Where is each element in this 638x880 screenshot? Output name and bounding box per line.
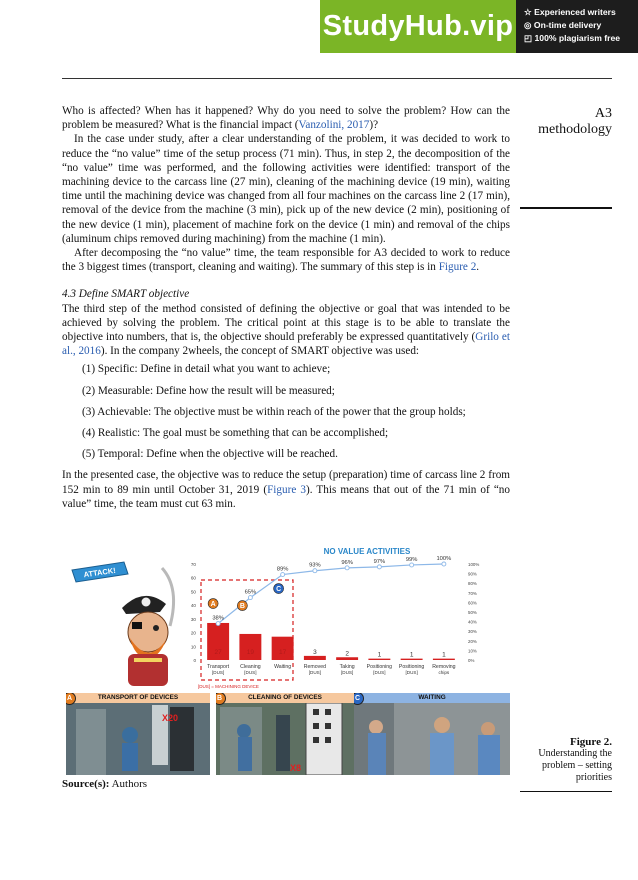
y-axis xyxy=(191,562,197,663)
y2-tick-label: 90% xyxy=(468,571,477,577)
x-tick-label: chips xyxy=(438,670,450,675)
paragraph: After decomposing the “no value” time, the team responsible for A3 decided to work to reduce the 3 biggest times (transport, cleaning and waiting). The summary of this step is in Figure 2. xyxy=(62,247,510,274)
y2-tick-label: 70% xyxy=(468,590,477,596)
y-tick-label: 40 xyxy=(190,603,196,609)
y2-tick-label: 50% xyxy=(468,610,477,615)
feature-item: ◰ 100% plagiarism free xyxy=(524,33,621,43)
feature-item: ◎ On-time delivery xyxy=(524,20,602,30)
priority-markers xyxy=(208,584,284,611)
x-tick-label: Cleaning xyxy=(240,664,261,670)
bar-value-label: 27 xyxy=(214,649,222,656)
attack-label: ATTACK! xyxy=(83,565,117,580)
x-tick-label: Positioning xyxy=(366,664,393,670)
citation-link[interactable]: Grilo et al., 2016 xyxy=(62,331,510,358)
cumulative-line xyxy=(212,556,451,626)
cumulative-label: 100% xyxy=(436,556,452,562)
paragraph: In the presented case, the objective was to reduce the setup (preparation) time of carcass line 2 from 152 min to 89 min until October 31, 2019 (Figure 3). This means that out of the 71 min of “no value” time, the team must cut 63 min. xyxy=(62,469,510,510)
photo-waiting xyxy=(354,693,510,775)
multiplier-label: X8 xyxy=(290,763,302,773)
bar xyxy=(304,656,326,660)
list-item: (2) Measurable: Define how the result will be measured; xyxy=(82,384,335,397)
section-heading: 4.3 Define SMART objective xyxy=(62,288,190,301)
cumulative-point xyxy=(216,622,220,626)
pareto-chart xyxy=(62,548,512,690)
strip-title: TRANSPORT OF DEVICES xyxy=(97,694,179,701)
marker-b-icon: B xyxy=(216,693,226,705)
pirate-mascot-icon xyxy=(72,562,174,686)
y-tick-label: 0 xyxy=(193,658,196,663)
x-tick-label: Waiting xyxy=(274,664,292,670)
feature-list xyxy=(524,6,638,45)
cumulative-point xyxy=(281,573,285,577)
y-tick-label: 20 xyxy=(190,630,196,636)
bar xyxy=(336,657,358,660)
photo-transport xyxy=(66,693,210,775)
cumulative-label: 65% xyxy=(244,589,257,596)
y2-tick-label: 100% xyxy=(468,562,480,567)
caption-text: Understanding the problem – setting priorities xyxy=(538,748,612,783)
cumulative-point xyxy=(313,569,317,573)
unit-note: [DUS] = MACHINING DEVICE xyxy=(198,684,259,689)
ad-banner[interactable] xyxy=(320,0,638,53)
x-tick-label: Removing xyxy=(432,664,456,670)
marker-label: C xyxy=(276,586,282,594)
y2-tick-label: 40% xyxy=(468,619,477,625)
cumulative-label: 93% xyxy=(309,562,321,569)
bar xyxy=(433,659,455,660)
cumulative-point xyxy=(248,596,252,600)
bar-value-label: 1 xyxy=(377,651,382,659)
x-tick-label: Removed xyxy=(303,664,326,670)
y2-tick-label: 80% xyxy=(468,581,477,587)
y2-tick-label: 0% xyxy=(468,658,475,663)
brand-logo[interactable]: StudyHub.vip xyxy=(320,0,516,53)
strip-title: WAITING xyxy=(418,694,446,701)
figure-link[interactable]: Figure 2 xyxy=(438,261,477,274)
smart-list xyxy=(62,362,510,461)
y2-tick-label: 20% xyxy=(468,638,477,644)
bar-value-label: 19 xyxy=(246,649,254,656)
bar-value-label: 1 xyxy=(442,651,446,659)
bar-value-label: 17 xyxy=(279,649,287,656)
y-tick-label: 70 xyxy=(190,562,196,567)
cleaning-photo xyxy=(216,703,354,775)
cumulative-label: 97% xyxy=(373,558,386,565)
cumulative-label: 96% xyxy=(341,559,353,566)
bar xyxy=(239,634,261,660)
bar-value-label: 2 xyxy=(345,650,349,658)
photo-cleaning xyxy=(216,693,354,775)
y2-tick-label: 60% xyxy=(468,600,477,606)
y-tick-label: 50 xyxy=(190,589,196,595)
strip-title: CLEANING OF DEVICES xyxy=(248,694,322,701)
x-tick-label: [DUS] xyxy=(373,670,386,675)
body-text xyxy=(62,104,510,511)
marker-c-icon: C xyxy=(354,693,364,705)
bar xyxy=(401,659,423,660)
marker-label: A xyxy=(210,601,216,609)
figure-link[interactable]: Figure 3 xyxy=(267,483,306,496)
x-tick-label: [DUS] xyxy=(244,670,257,675)
cumulative-point xyxy=(377,565,381,569)
y2-axis xyxy=(468,562,479,663)
paragraph: Who is affected? When has it happened? Why do you need to solve the problem? How can the problem be measured? What is the financial impact (Vanzolini, 2017)? xyxy=(62,105,510,132)
cumulative-point xyxy=(442,562,446,566)
x-axis xyxy=(207,664,456,675)
y-tick-label: 30 xyxy=(190,616,196,622)
citation-link[interactable]: Vanzolini, 2017 xyxy=(298,119,370,132)
x-tick-label: Positioning xyxy=(398,664,425,670)
y-tick-label: 10 xyxy=(190,644,196,650)
x-tick-label: [DUS] xyxy=(211,670,225,675)
running-head: A3 methodology xyxy=(538,106,612,137)
list-item: (4) Realistic: The goal must be something that can be accomplished; xyxy=(82,427,389,440)
figure-2 xyxy=(62,548,512,776)
waiting-photo xyxy=(354,703,510,775)
multiplier-label: X20 xyxy=(162,713,179,723)
marker-label: B xyxy=(239,603,245,611)
chart-title: NO VALUE ACTIVITIES xyxy=(323,548,411,556)
paragraph: In the case under study, after a clear understanding of the problem, it was decided to work to reduce the “no value” time of the setup process (71 min). Thus, in step 2, the decomposition of the “no value” time was performed, and the following activities were identified: transport of the machining device to the carcass line (27 min), cleaning of the machining device (19 min), waiting time until the machining device was changed from all four machines on the carcass line 2 (17 min), removal of the device from the machine (3 min), pick up of the new device (2 min), positioning of the new device (1 min), placement of machine fork on the device (1 min) and removal of the chips (aluminum chips removed during machining) from the machine (1 min). xyxy=(62,133,510,245)
list-item: (1) Specific: Define in detail what you want to achieve; xyxy=(82,363,331,376)
cumulative-point xyxy=(410,563,414,567)
x-tick-label: [DUS] xyxy=(405,670,418,675)
cumulative-label: 89% xyxy=(276,566,289,573)
y-tick-label: 60 xyxy=(190,575,196,581)
y2-tick-label: 30% xyxy=(468,629,477,635)
list-item: (5) Temporal: Define when the objective will be reached. xyxy=(82,448,338,461)
x-tick-label: [DUS] xyxy=(340,670,354,675)
list-item: (3) Achievable: The objective must be within reach of the power that the group holds; xyxy=(82,405,466,418)
cumulative-label: 99% xyxy=(405,556,418,563)
y2-tick-label: 10% xyxy=(468,648,477,654)
bar-value-label: 3 xyxy=(313,648,317,656)
x-tick-label: Transport xyxy=(207,664,230,670)
transport-photo xyxy=(66,703,210,775)
bar xyxy=(368,659,390,660)
bars xyxy=(207,623,455,660)
margin-rule xyxy=(520,207,612,209)
x-tick-label: [DUS] xyxy=(308,670,322,675)
paragraph: The third step of the method consisted of defining the objective or goal that was intended to be achieved by solving the problem. The critical point at this stage is to be able to translate the objective into numbers, that is, the objective should preferably be expressed quantitatively (Grilo et al., 2016). In the company 2wheels, the concept of SMART objective was used: xyxy=(62,302,510,358)
cumulative-point xyxy=(345,566,349,570)
bar-value-label: 1 xyxy=(409,651,414,659)
feature-item: ☆ Experienced writers xyxy=(524,7,616,17)
x-tick-label: Taking xyxy=(339,664,355,670)
figure-source: Source(s): Authors xyxy=(62,778,148,790)
caption-rule xyxy=(520,791,612,792)
header-rule xyxy=(62,78,612,79)
caption-title: Figure 2. xyxy=(570,736,612,748)
cumulative-label: 38% xyxy=(212,615,224,622)
figure-caption xyxy=(520,736,612,784)
marker-a-icon: A xyxy=(66,693,76,705)
